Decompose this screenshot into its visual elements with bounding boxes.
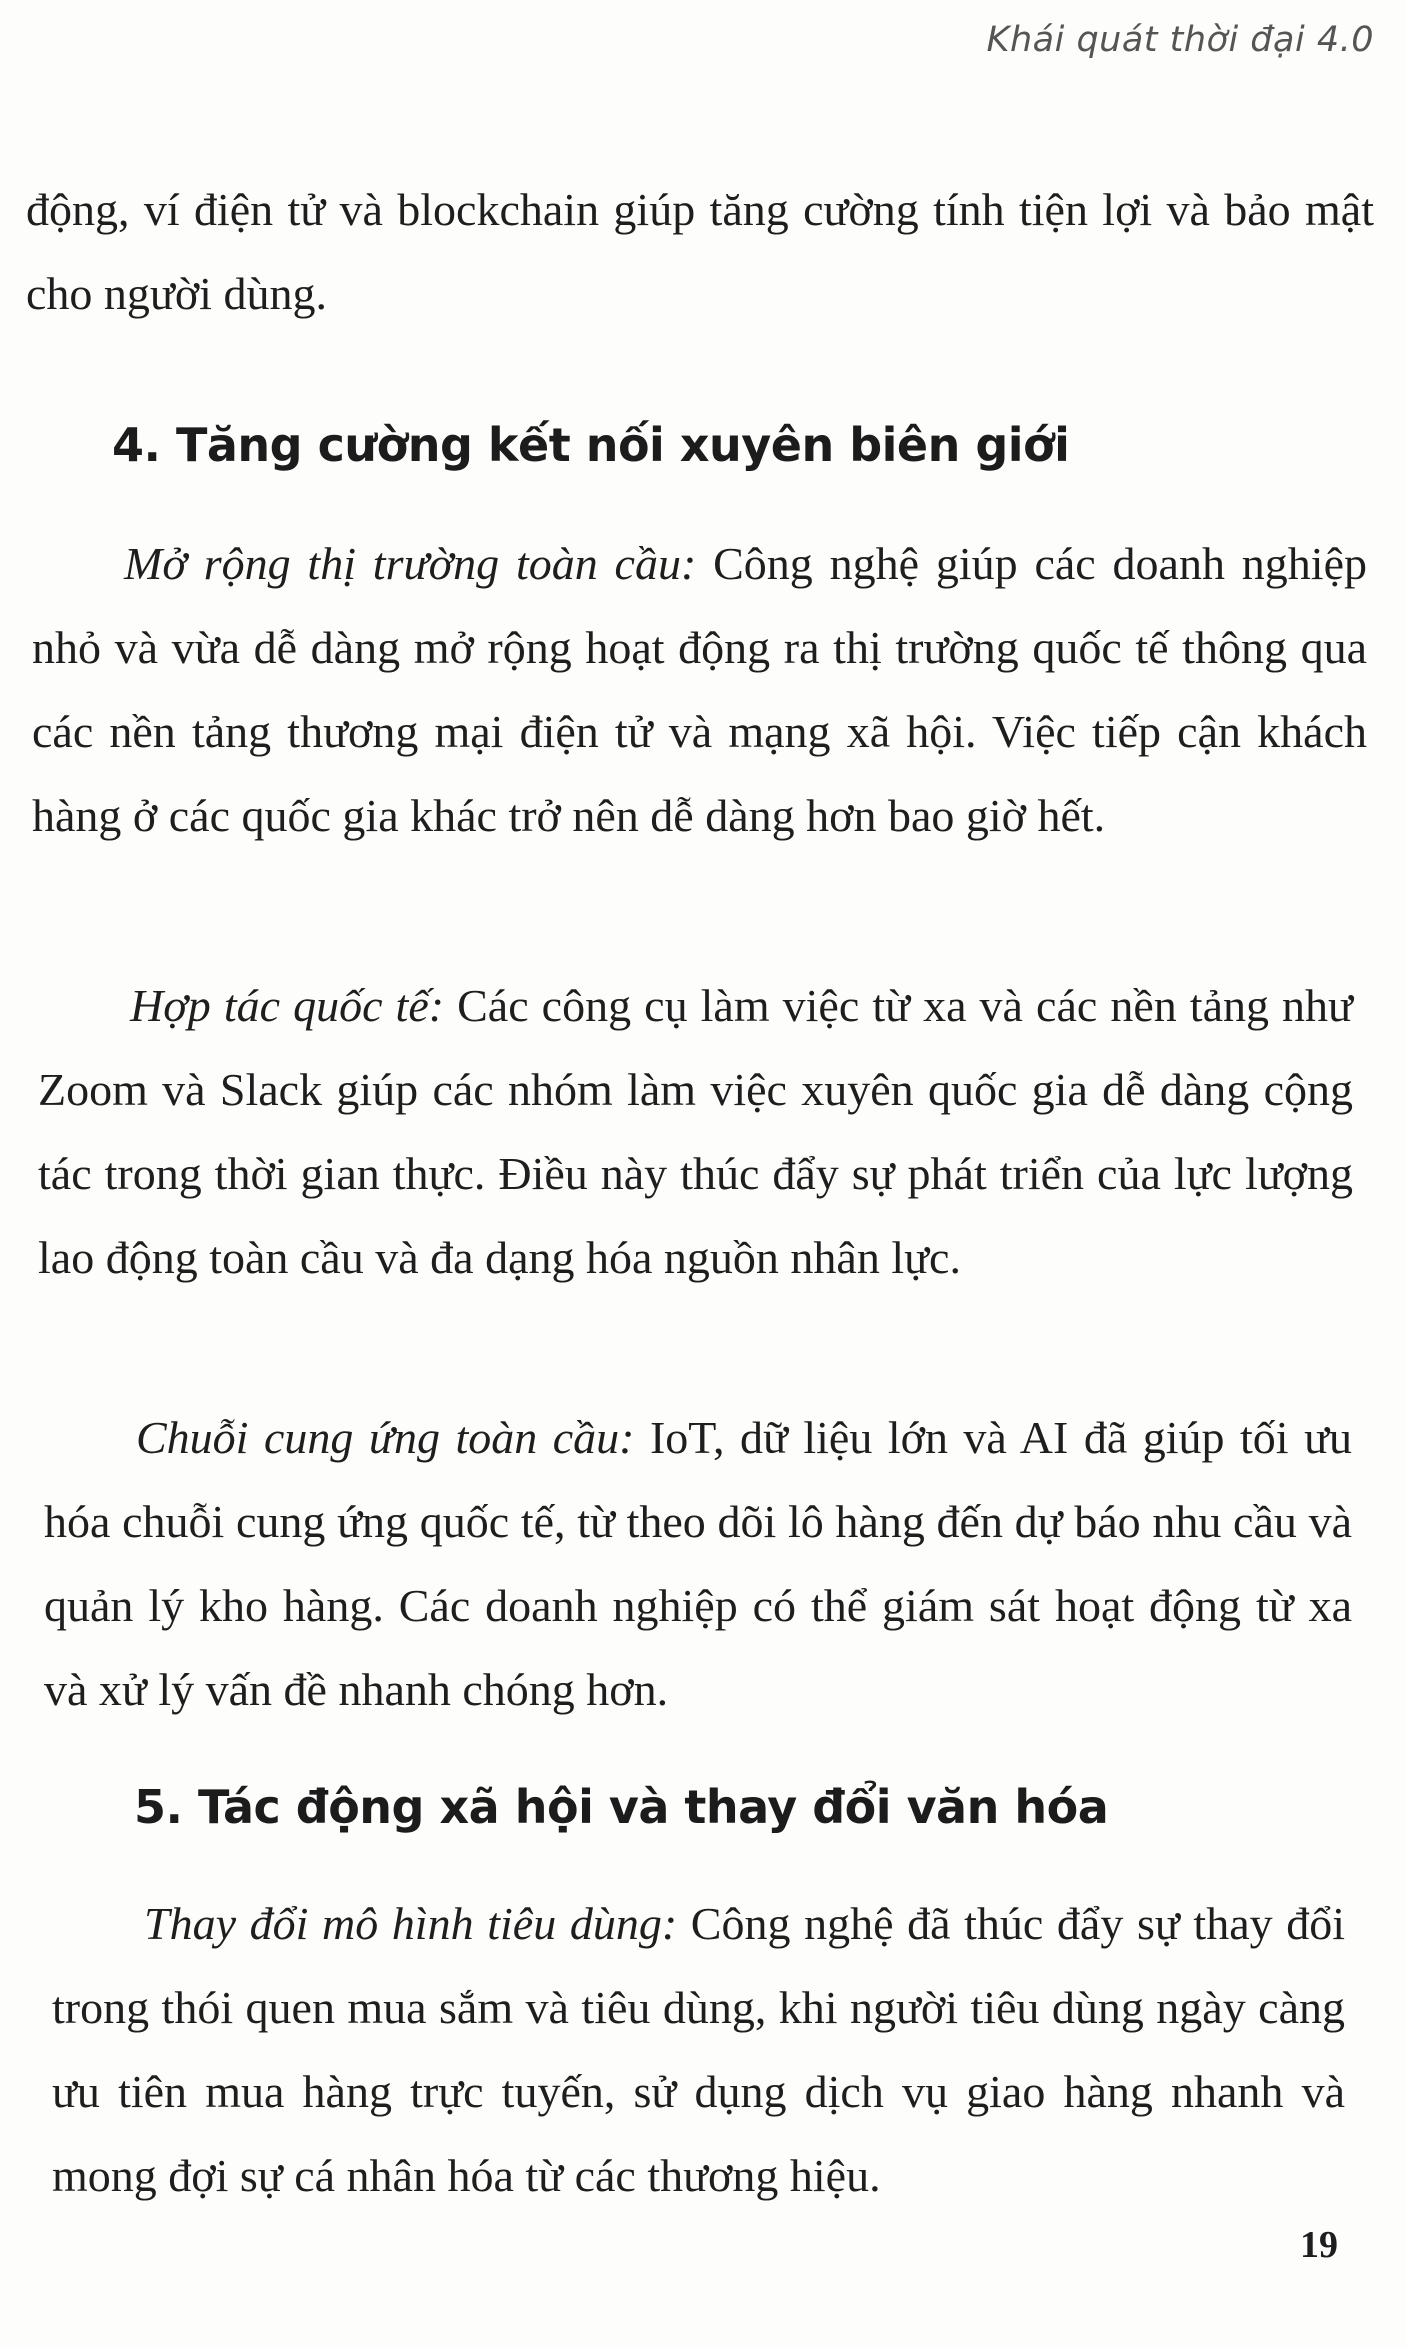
section-heading-5: 5. Tác động xã hội và thay đổi văn hóa: [134, 1780, 1109, 1834]
term-consumption-change: Thay đổi mô hình tiêu dùng:: [144, 1898, 678, 1949]
paragraph-global-market: [32, 522, 1367, 858]
paragraph-consumption-change: [52, 1882, 1345, 2218]
paragraph-global-supply-chain: [44, 1396, 1352, 1732]
paragraph-body: IoT, dữ liệu lớn và AI đã giúp tối ưu hóa chuỗi cung ứng quốc tế, từ theo dõi lô hàng đến dự báo nhu cầu và quản lý kho hàng. Các doanh nghiệp có thể giám sát hoạt động từ xa và xử lý vấn đề nhanh chóng hơn.: [44, 1412, 1352, 1715]
term-global-supply-chain: Chuỗi cung ứng toàn cầu:: [136, 1412, 635, 1463]
paragraph-body: Các công cụ làm việc từ xa và các nền tảng như Zoom và Slack giúp các nhóm làm việc xuyên quốc gia dễ dàng cộng tác trong thời gian thực. Điều này thúc đẩy sự phát triển của lực lượng lao động toàn cầu và đa dạng hóa nguồn nhân lực.: [38, 980, 1353, 1283]
paragraph-body: Công nghệ giúp các doanh nghiệp nhỏ và vừa dễ dàng mở rộng hoạt động ra thị trường quốc tế thông qua các nền tảng thương mại điện tử và mạng xã hội. Việc tiếp cận khách hàng ở các quốc gia khác trở nên dễ dàng hơn bao giờ hết.: [32, 538, 1367, 841]
term-global-market: Mở rộng thị trường toàn cầu:: [124, 538, 697, 589]
running-header: Khái quát thời đại 4.0: [986, 20, 1374, 60]
page-number: 19: [1300, 2224, 1338, 2266]
section-heading-4: 4. Tăng cường kết nối xuyên biên giới: [112, 418, 1070, 472]
continued-paragraph: động, ví điện tử và blockchain giúp tăng cường tính tiện lợi và bảo mật cho người dùng.: [26, 184, 1374, 319]
paragraph-body: Công nghệ đã thúc đẩy sự thay đổi trong thói quen mua sắm và tiêu dùng, khi người tiêu dùng ngày càng ưu tiên mua hàng trực tuyến, sử dụng dịch vụ giao hàng nhanh và mong đợi sự cá nhân hóa từ các thương hiệu.: [52, 1898, 1346, 2201]
term-international-cooperation: Hợp tác quốc tế:: [130, 980, 445, 1031]
paragraph-international-cooperation: [38, 964, 1353, 1300]
